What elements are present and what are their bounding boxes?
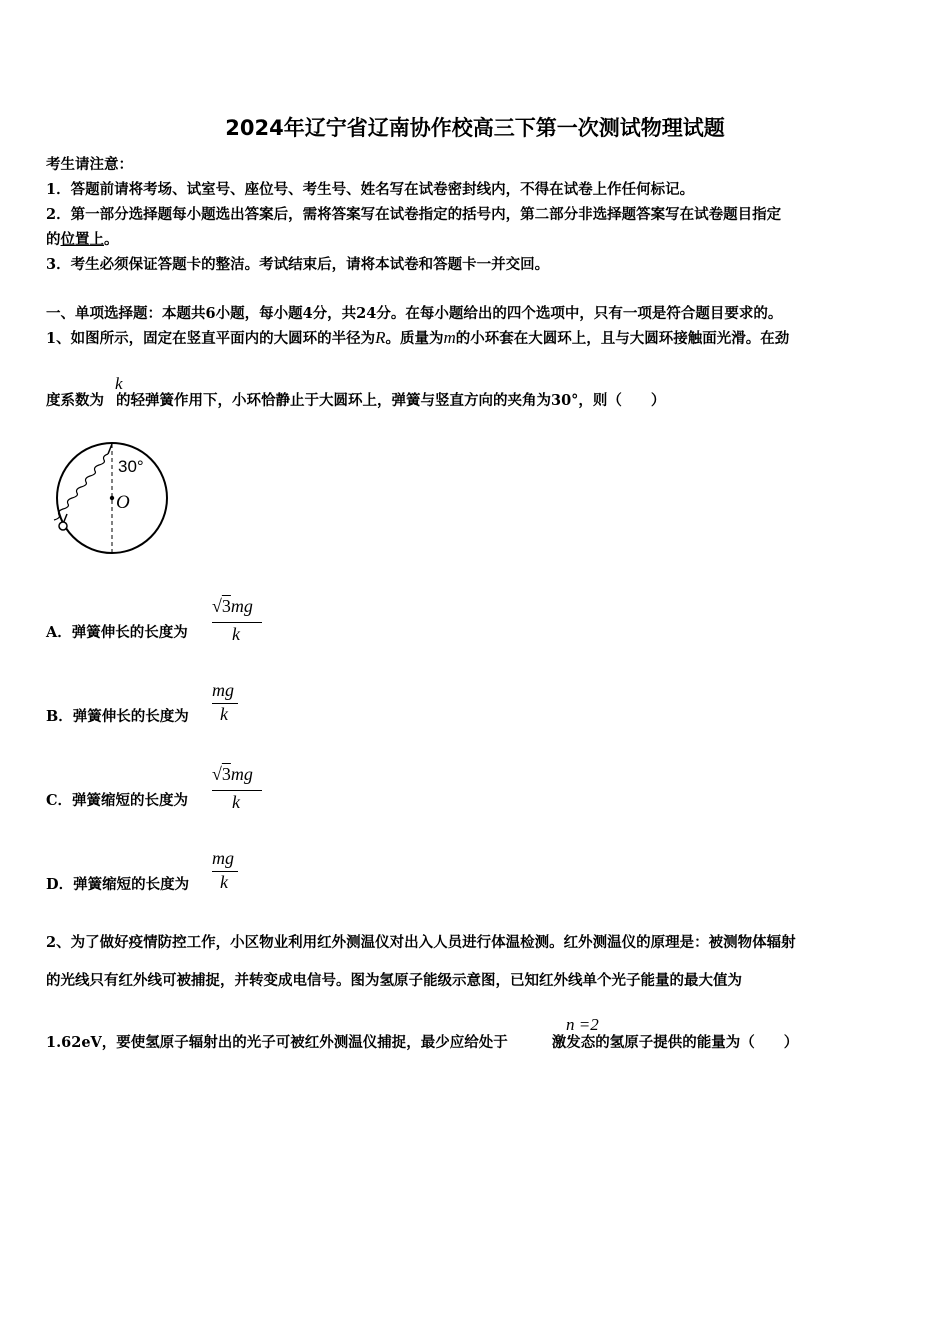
option-b[interactable]: B．弹簧伸长的长度为 xyxy=(46,708,189,725)
angle-label: 30° xyxy=(118,457,144,476)
center-label: O xyxy=(116,492,130,513)
q2-n-equals: n =2 xyxy=(566,1015,599,1034)
q1-text: 的轻弹簧作用下，小环恰静止于大圆环上，弹簧与竖直方向的夹角为30°，则（ ） xyxy=(116,392,666,409)
q2-line-3 xyxy=(46,1031,798,1052)
q1-line-2 xyxy=(46,389,665,410)
q2-text: 1.62eV，要使氢原子辐射出的光子可被红外测温仪捕捉，最少应给处于 xyxy=(46,1034,508,1051)
notice-text: 。 xyxy=(104,231,119,248)
q1-text: 1、如图所示，固定在竖直平面内的大圆环的半径为 xyxy=(46,330,376,347)
q2-line-2: 的光线只有红外线可被捕捉，并转变成电信号。图为氢原子能级示意图，已知红外线单个光子能量的最大值为 xyxy=(46,972,742,989)
q1-text: 。质量为 xyxy=(385,330,444,347)
fraction-denominator: k xyxy=(220,872,228,892)
option-b-fraction xyxy=(212,680,238,732)
option-a-fraction xyxy=(212,596,262,648)
q1-text: 的小环套在大圆环上，且与大圆环接触面光滑。在劲 xyxy=(455,330,790,347)
q2-text: 激发态的氢原子提供的能量为（ ） xyxy=(551,1034,799,1051)
small-ring xyxy=(59,522,67,530)
variable-R: R xyxy=(375,328,386,347)
fraction-numerator xyxy=(212,764,253,785)
fraction-bar xyxy=(212,622,262,623)
option-c[interactable]: C．弹簧缩短的长度为 xyxy=(46,792,189,809)
option-d[interactable]: D．弹簧缩短的长度为 xyxy=(46,876,190,893)
notice-underlined-text: 位置上 xyxy=(60,231,104,248)
fraction-numerator: mg xyxy=(212,848,234,868)
notice-item-1: 1．答题前请将考场、试室号、座位号、考生号、姓名写在试卷密封线内，不得在试卷上作任何标记。 xyxy=(46,181,695,198)
notice-text: 的 xyxy=(46,231,61,248)
spring-coil xyxy=(54,454,108,520)
page-title: 2024年辽宁省辽南协作校高三下第一次测试物理试题 xyxy=(225,116,725,140)
notice-item-2-line-2 xyxy=(46,228,119,249)
fraction-denominator: k xyxy=(232,624,240,644)
notice-heading: 考生请注意： xyxy=(46,156,133,173)
fraction-denominator: k xyxy=(232,792,240,812)
notice-item-3: 3．考生必须保证答题卡的整洁。考试结束后，请将本试卷和答题卡一并交回。 xyxy=(46,256,550,273)
numerator-tail: mg xyxy=(230,596,253,616)
fraction-denominator: k xyxy=(220,704,228,724)
option-d-fraction xyxy=(212,848,238,900)
center-point xyxy=(110,496,114,500)
radicand: 3 xyxy=(221,764,231,784)
section-1-header: 一、单项选择题：本题共6小题，每小题4分，共24分。在每小题给出的四个选项中，只有一项是符合题目要求的。 xyxy=(46,305,783,322)
fraction-bar xyxy=(212,790,262,791)
sqrt-sign: √ xyxy=(212,596,222,616)
fraction-numerator: mg xyxy=(212,680,234,700)
q1-text: 度系数为 xyxy=(46,392,104,409)
q1-figure xyxy=(50,440,175,560)
fraction-numerator xyxy=(212,596,253,617)
option-c-fraction xyxy=(212,764,262,816)
spring-top-segment xyxy=(108,444,112,454)
radicand: 3 xyxy=(221,596,231,616)
numerator-tail: mg xyxy=(230,764,253,784)
sqrt-sign: √ xyxy=(212,764,222,784)
q1-line-1 xyxy=(46,327,789,348)
q2-line-1: 2、为了做好疫情防控工作，小区物业利用红外测温仪对出入人员进行体温检测。红外测温仪的原理是：被测物体辐射 xyxy=(46,934,796,951)
option-a[interactable]: A．弹簧伸长的长度为 xyxy=(46,624,188,641)
variable-k: k xyxy=(115,374,123,393)
variable-m: m xyxy=(443,328,456,347)
notice-item-2-line-1: 2．第一部分选择题每小题选出答案后，需将答案写在试卷指定的括号内，第二部分非选择题答案写在试卷题目指定 xyxy=(46,206,782,223)
